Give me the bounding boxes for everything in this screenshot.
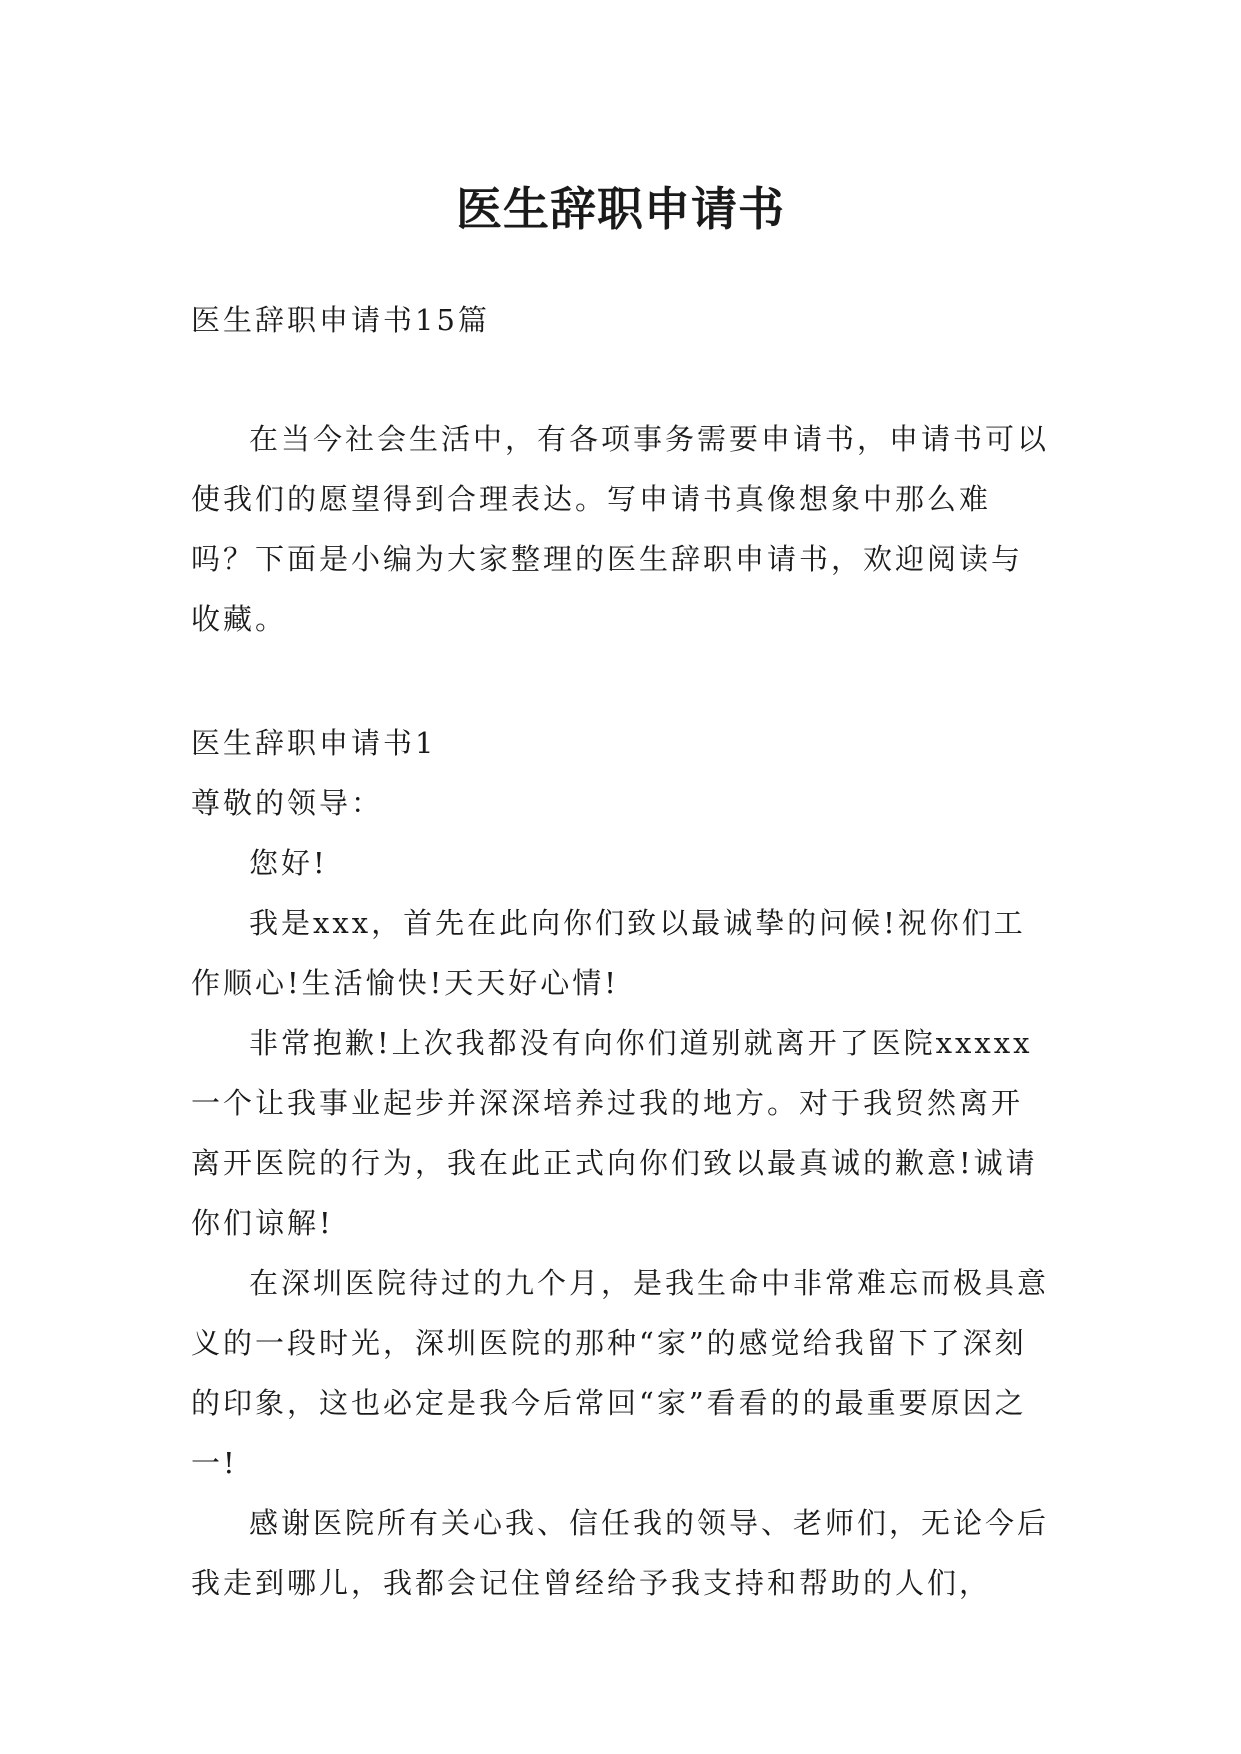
body-paragraph: 感谢医院所有关心我、信任我的领导、老师们，无论今后我走到哪儿，我都会记住曾经给予我支持和帮助的人们， — [191, 1506, 1050, 1600]
intro-paragraph: 在当今社会生活中，有各项事务需要申请书，申请书可以使我们的愿望得到合理表达。写申请书真像想象中那么难吗？下面是小编为大家整理的医生辞职申请书，欢迎阅读与收藏。 — [191, 422, 1050, 636]
document-subtitle: 医生辞职申请书15篇 — [191, 303, 490, 337]
greeting: 您好! — [249, 846, 328, 880]
document-body — [191, 290, 1053, 1613]
body-paragraph: 我是xxx，首先在此向你们致以最诚挚的问候!祝你们工作顺心!生活愉快!天天好心情! — [191, 906, 1026, 1000]
salutation: 尊敬的领导： — [191, 786, 384, 820]
section-heading: 医生辞职申请书1 — [191, 726, 437, 760]
document-title: 医生辞职申请书 — [456, 181, 785, 236]
body-paragraph: 在深圳医院待过的九个月，是我生命中非常难忘而极具意义的一段时光，深圳医院的那种“家”的感觉给我留下了深刻的印象，这也必定是我今后常回“家”看看的的最重要原因之一! — [191, 1266, 1050, 1480]
body-paragraph: 非常抱歉!上次我都没有向你们道别就离开了医院xxxxx一个让我事业起步并深深培养过我的地方。对于我贸然离开离开医院的行为，我在此正式向你们致以最真诚的歉意!诚请你们谅解! — [191, 1026, 1038, 1240]
